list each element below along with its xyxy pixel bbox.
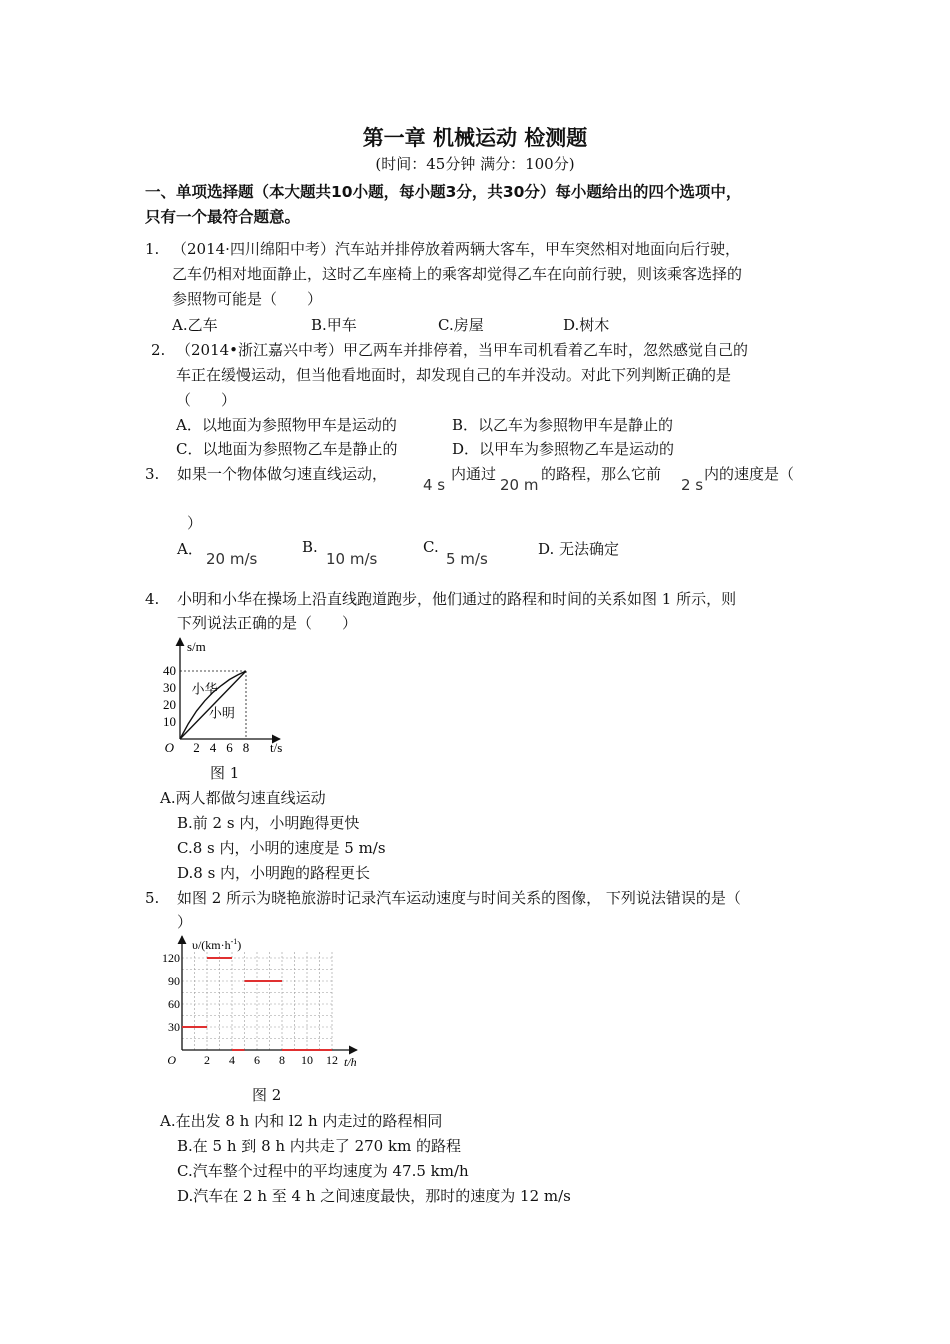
series-label-xiaoming: 小明: [208, 705, 235, 721]
q1-line1: （2014·四川绵阳中考）汽车站并排停放着两辆大客车，甲车突然相对地面向后行驶，: [172, 240, 740, 258]
x-tick-label: 2: [204, 1053, 210, 1067]
x-tick-label: 8: [242, 740, 250, 755]
y-tick-label: 90: [168, 974, 180, 988]
q5-option-a: A.在出发 8 h 内和 l2 h 内走过的路程相同: [160, 1112, 443, 1130]
q4-option-d: D.8 s 内，小明跑的路程更长: [177, 864, 371, 882]
q1-option-c: C.房屋: [438, 316, 484, 334]
q4-option-c: C.8 s 内，小明的速度是 5 m/s: [177, 839, 386, 857]
figure-1-caption: 图 1: [210, 764, 240, 782]
origin-label: O: [164, 740, 174, 755]
y-tick-label: 30: [163, 680, 176, 695]
q2-option-c: C．以地面为参照物乙车是静止的: [176, 440, 398, 458]
q3-text-3: 的路程，那么它前: [541, 465, 662, 483]
y-axis-label: s/m: [187, 639, 206, 654]
page-subtitle: (时间：45分钟 满分：100分): [375, 155, 575, 173]
x-tick-label: 8: [279, 1053, 285, 1067]
q3-option-c-value: 5 m/s: [446, 550, 488, 568]
q5-option-b: B.在 5 h 到 8 h 内共走了 270 km 的路程: [177, 1137, 462, 1155]
q3-option-a-value: 20 m/s: [206, 550, 258, 568]
x-tick-label: 2: [193, 740, 200, 755]
x-tick-label: 4: [229, 1053, 235, 1067]
page-title: 第一章 机械运动 检测题: [362, 126, 588, 150]
q1-option-d: D.树木: [563, 316, 610, 334]
y-tick-label: 10: [163, 714, 176, 729]
y-tick-label: 40: [163, 663, 176, 678]
q5-line1: 如图 2 所示为晓艳旅游时记录汽车运动速度与时间关系的图像， 下列说法错误的是（: [177, 889, 741, 907]
q3-option-d: D. 无法确定: [538, 540, 620, 558]
q2-line2: 车正在缓慢运动，但当他看地面时，却发现自己的车并没动。对此下列判断正确的是: [176, 366, 732, 384]
q5-option-c: C.汽车整个过程中的平均速度为 47.5 km/h: [177, 1162, 469, 1180]
q5-number: 5.: [145, 889, 160, 907]
q3-option-c: C.: [423, 538, 439, 556]
q3-text-1: 如果一个物体做匀速直线运动，: [177, 465, 388, 483]
q1-option-b: B.甲车: [311, 316, 357, 334]
y-axis-label: $\upsilon/(km\cdot h^{-1})$: [192, 937, 242, 952]
q3-value-distance: 20 m: [500, 476, 539, 494]
q2-line3: （ ）: [176, 391, 237, 409]
q4-option-b: B.前 2 s 内，小明跑得更快: [177, 814, 360, 832]
q4-number: 4.: [145, 590, 160, 608]
q5-option-d: D.汽车在 2 h 至 4 h 之间速度最快，那时的速度为 12 m/s: [177, 1187, 571, 1205]
q3-text-2: 内通过: [451, 465, 497, 483]
q4-line2: 下列说法正确的是（ ）: [177, 614, 358, 632]
x-tick-label: 6: [254, 1053, 260, 1067]
q3-number: 3.: [145, 465, 160, 483]
q3-option-a: A．: [177, 540, 203, 558]
y-tick-label: 30: [168, 1020, 180, 1034]
q4-option-a: A.两人都做匀速直线运动: [160, 789, 326, 807]
x-tick-label: 6: [226, 740, 233, 755]
origin-label: O: [167, 1053, 176, 1067]
x-axis-label: t/s: [270, 740, 283, 755]
figure-2-chart: [150, 930, 380, 1070]
q1-number: 1.: [145, 240, 160, 258]
x-axis-label: t/h: [344, 1055, 357, 1069]
series-label-xiaohua: 小华: [191, 681, 218, 697]
y-tick-label: 60: [168, 997, 180, 1011]
q3-option-b-value: 10 m/s: [326, 550, 378, 568]
section-heading-line2: 只有一个最符合题意。: [145, 208, 301, 226]
q3-value-time2: 2 s: [681, 476, 704, 494]
q1-option-a: A.乙车: [172, 316, 218, 334]
q1-line3: 参照物可能是（ ）: [172, 290, 323, 308]
q3-option-b: B.: [302, 538, 318, 556]
x-tick-label: 4: [209, 740, 217, 755]
q2-option-b: B．以乙车为参照物甲车是静止的: [452, 416, 674, 434]
q2-option-d: D．以甲车为参照物乙车是运动的: [452, 440, 675, 458]
figure-1-chart: [150, 632, 300, 782]
q2-option-a: A．以地面为参照物甲车是运动的: [176, 416, 397, 434]
q1-line2: 乙车仍相对地面静止，这时乙车座椅上的乘客却觉得乙车在向前行驶，则该乘客选择的: [172, 265, 743, 283]
x-tick-label: 10: [301, 1053, 313, 1067]
q3-line2: ）: [187, 514, 203, 532]
x-tick-label: 12: [326, 1053, 338, 1067]
y-tick-label: 120: [162, 951, 180, 965]
section-heading-line1: 一、单项选择题（本大题共10小题，每小题3分，共30分）每小题给出的四个选项中，: [145, 183, 742, 201]
q4-line1: 小明和小华在操场上沿直线跑道跑步，他们通过的路程和时间的关系如图 1 所示，则: [177, 590, 737, 608]
q3-value-time: 4 s: [423, 476, 446, 494]
y-tick-label: 20: [163, 697, 176, 712]
q3-text-4: 内的速度是（: [704, 465, 795, 483]
figure-2-caption: 图 2: [252, 1086, 282, 1104]
q2-line1: （2014•浙江嘉兴中考）甲乙两车并排停着，当甲车司机看着乙车时，忽然感觉自己的: [176, 341, 749, 359]
q5-line2: ）: [177, 913, 193, 931]
q2-number: 2.: [151, 341, 166, 359]
